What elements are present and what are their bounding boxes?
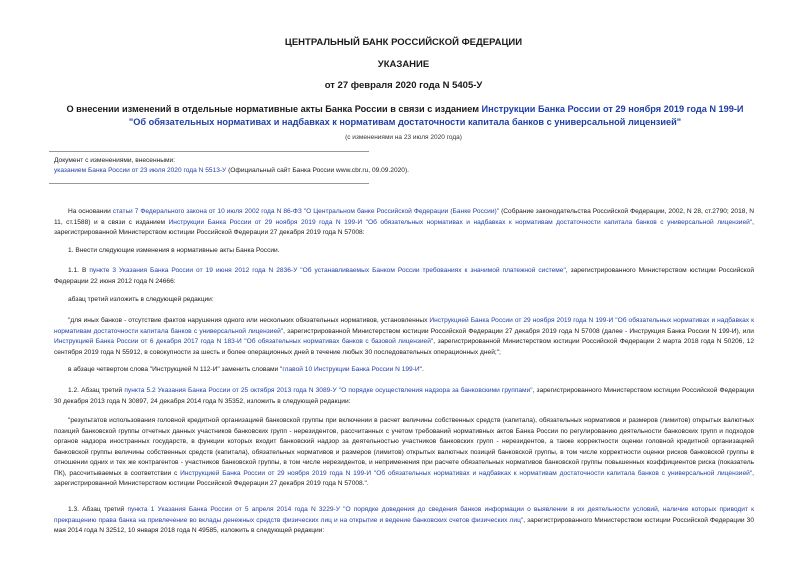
title-prefix: О внесении изменений в отдельные нормативные акты Банка России в связи с изданием [66,104,482,114]
p1-text-a: На основании [68,208,113,215]
paragraph-1-1 [54,266,754,287]
org-name: ЦЕНТРАЛЬНЫЙ БАНК РОССИЙСКОЙ ФЕДЕРАЦИИ [284,37,523,48]
doc-date: от 27 февраля 2020 года N 5405-У [324,80,483,91]
doc-changes-label: Документ с изменениями, внесенными: [54,157,176,164]
p5-text-c: , зарегистрированной Министерством юстиции Российской Федерации 2 марта 2018 года N 50206, 12 сентября 2019 года N 55912, в совокупности за шесть и более операционных дней в течение любых 30 последовательных операционных дней;"; [54,338,754,356]
paragraph-quote-2 [54,416,754,490]
paragraph-abzac-3: абзац третий изложить в следующей редакции: [68,296,214,303]
paragraph-basis [54,207,754,239]
p7-text-a: 1.2. Абзац третий [68,387,125,394]
paragraph-abzac-4 [54,365,754,376]
divider-top [49,151,369,152]
title-link[interactable]: Инструкции Банка России от 29 ноября 2019 года N 199-И "Об обязательных нормативах и надбавках к нормативам достаточности капитала банков с универсальной лицензией" [128,104,744,127]
paragraph-1: 1. Внести следующие изменения в нормативные акты Банка России. [68,247,280,254]
p6-text-a: в абзаце четвертом слова "Инструкцией N 112-И" заменить словами " [68,366,283,373]
p8-text-a: "результатов использования головной кредитной организацией банковской группы при включении в расчет величины собственных средств (капитала), обязательных нормативов и размеров (лимитов) открытых валютных позиций банковской группы отчетных данных участников банковских групп - нерезидентов, рассчитанных с учетом требований нормативных актов Банка России по регулированию деятельности банковских групп и подходов органов надзора иностранных государств, в функции которых входит банковский надзор за деятельностью участников банковских групп - нерезидентов, а также корректности оценки головной кредитной организацией банковской группы величины собственных средств (капитала), обязательных нормативов и размеров (лимитов) открытых валютных позиций банковской группы, в том числе корректности оценки рисков банковской группы в отношении одних и тех же контрагентов - участников банковской группы, в том числе нерезидентов, и неприменения при расчете обязательных нормативов банковской группы повышенных коэффициентов риска (показатель ПК), рассчитываемых в соответствии с [54,417,754,477]
p9-link[interactable]: пункта 1 Указания Банка России от 5 апреля 2014 года N 3229-У "О порядке доведения до сведения банков информации о выявлении в их деятельности условий, наличие которых приводит к прекращению права банка на привлечение во вклады денежных средств физических лиц и на открытие и ведение банковских счетов физических лиц" [54,506,754,524]
p1-link-instruction[interactable]: Инструкции Банка России от 29 ноября 2019 года N 199-И "Об обязательных нормативах и надбавках к нормативам достаточности капитала банков с универсальной лицензией" [168,218,753,226]
doc-changes-entry [54,166,409,176]
p6-text-b: ". [419,366,424,373]
doc-type: УКАЗАНИЕ [377,59,430,70]
divider-bottom [49,183,369,184]
p5-link-183[interactable]: Инструкцией Банка России от 6 декабря 2017 года N 183-И "Об обязательных нормативах банков с базовой лицензией" [54,338,434,345]
paragraph-quote-1 [54,316,754,358]
p9-text-a: 1.3. Абзац третий [68,506,128,513]
p1-text-c: , зарегистрированной Министерством юстиции Российской Федерации 27 декабря 2019 года N 57008: [54,218,754,236]
doc-changes-block [54,156,409,176]
p1-text-b: (Собрание законодательства Российской Федерации, 2002, N 28, ст.2790; 2018, N 11, ст.1588) и в связи с изданием [54,208,754,226]
p3-text-a: 1.1. В [68,267,90,274]
doc-changes-link[interactable]: указанием Банка России от 23 июля 2020 года N 5513-У [54,167,227,174]
p3-text-b: , зарегистрированного Министерством юстиции Российской Федерации 22 июня 2012 года N 24666: [54,267,755,285]
p5-text-b: , зарегистрированной Министерством юстиции Российской Федерации 27 декабря 2019 года N 57008 (далее - Инструкция Банка России N 199-И), или [283,327,754,335]
doc-changes-suffix: (Официальный сайт Банка России www.cbr.ru, 09.09.2020). [226,167,409,174]
doc-title [60,103,750,129]
p3-link[interactable]: пункте 3 Указания Банка России от 19 июня 2012 года N 2836-У "Об устанавливаемых Банком России требованиях к значимой платежной системе" [89,267,566,274]
p6-link[interactable]: главой 10 Инструкции Банка России N 199-И [282,366,420,373]
p5-link-199[interactable]: Инструкцией Банка России от 29 ноября 2019 года N 199-И "Об обязательных нормативах и надбавках к нормативам достаточности капитала банков с универсальной лицензией" [54,317,754,335]
paragraph-1-3 [54,505,754,537]
p9-text-b: , зарегистрированного Министерством юстиции Российской Федерации 30 мая 2014 года N 32512, 10 января 2018 года N 49585, изложить в следующей редакции: [54,516,754,534]
changes-note: (с изменениями на 23 июля 2020 года) [345,134,462,141]
p5-text-a: "для иных банков - отсутствие фактов нарушения одного или нескольких обязательных нормативов, установленных [68,317,430,324]
p7-link[interactable]: пункта 5.2 Указания Банка России от 25 октября 2013 года N 3089-У "О порядке осуществления надзора за банковскими группами" [124,387,533,394]
p7-text-b: , зарегистрированного Министерством юстиции Российской Федерации 30 декабря 2013 года N 30897, 24 декабря 2014 года N 35352, изложить в следующей редакции: [54,387,755,405]
p8-link[interactable]: Инструкцией Банка России от 29 ноября 2019 года N 199-И "Об обязательных нормативах и надбавках к нормативам достаточности капитала банков с универсальной лицензией" [180,469,753,477]
paragraph-1-2 [54,386,754,407]
p1-link-law[interactable]: статьи 7 Федерального закона от 10 июля 2002 года N 86-ФЗ "О Центральном банке Российской Федерации (Банке России)" [112,208,500,215]
p8-text-b: , зарегистрированной Министерством юстиции Российской Федерации 27 декабря 2019 года N 57008.". [54,469,754,487]
